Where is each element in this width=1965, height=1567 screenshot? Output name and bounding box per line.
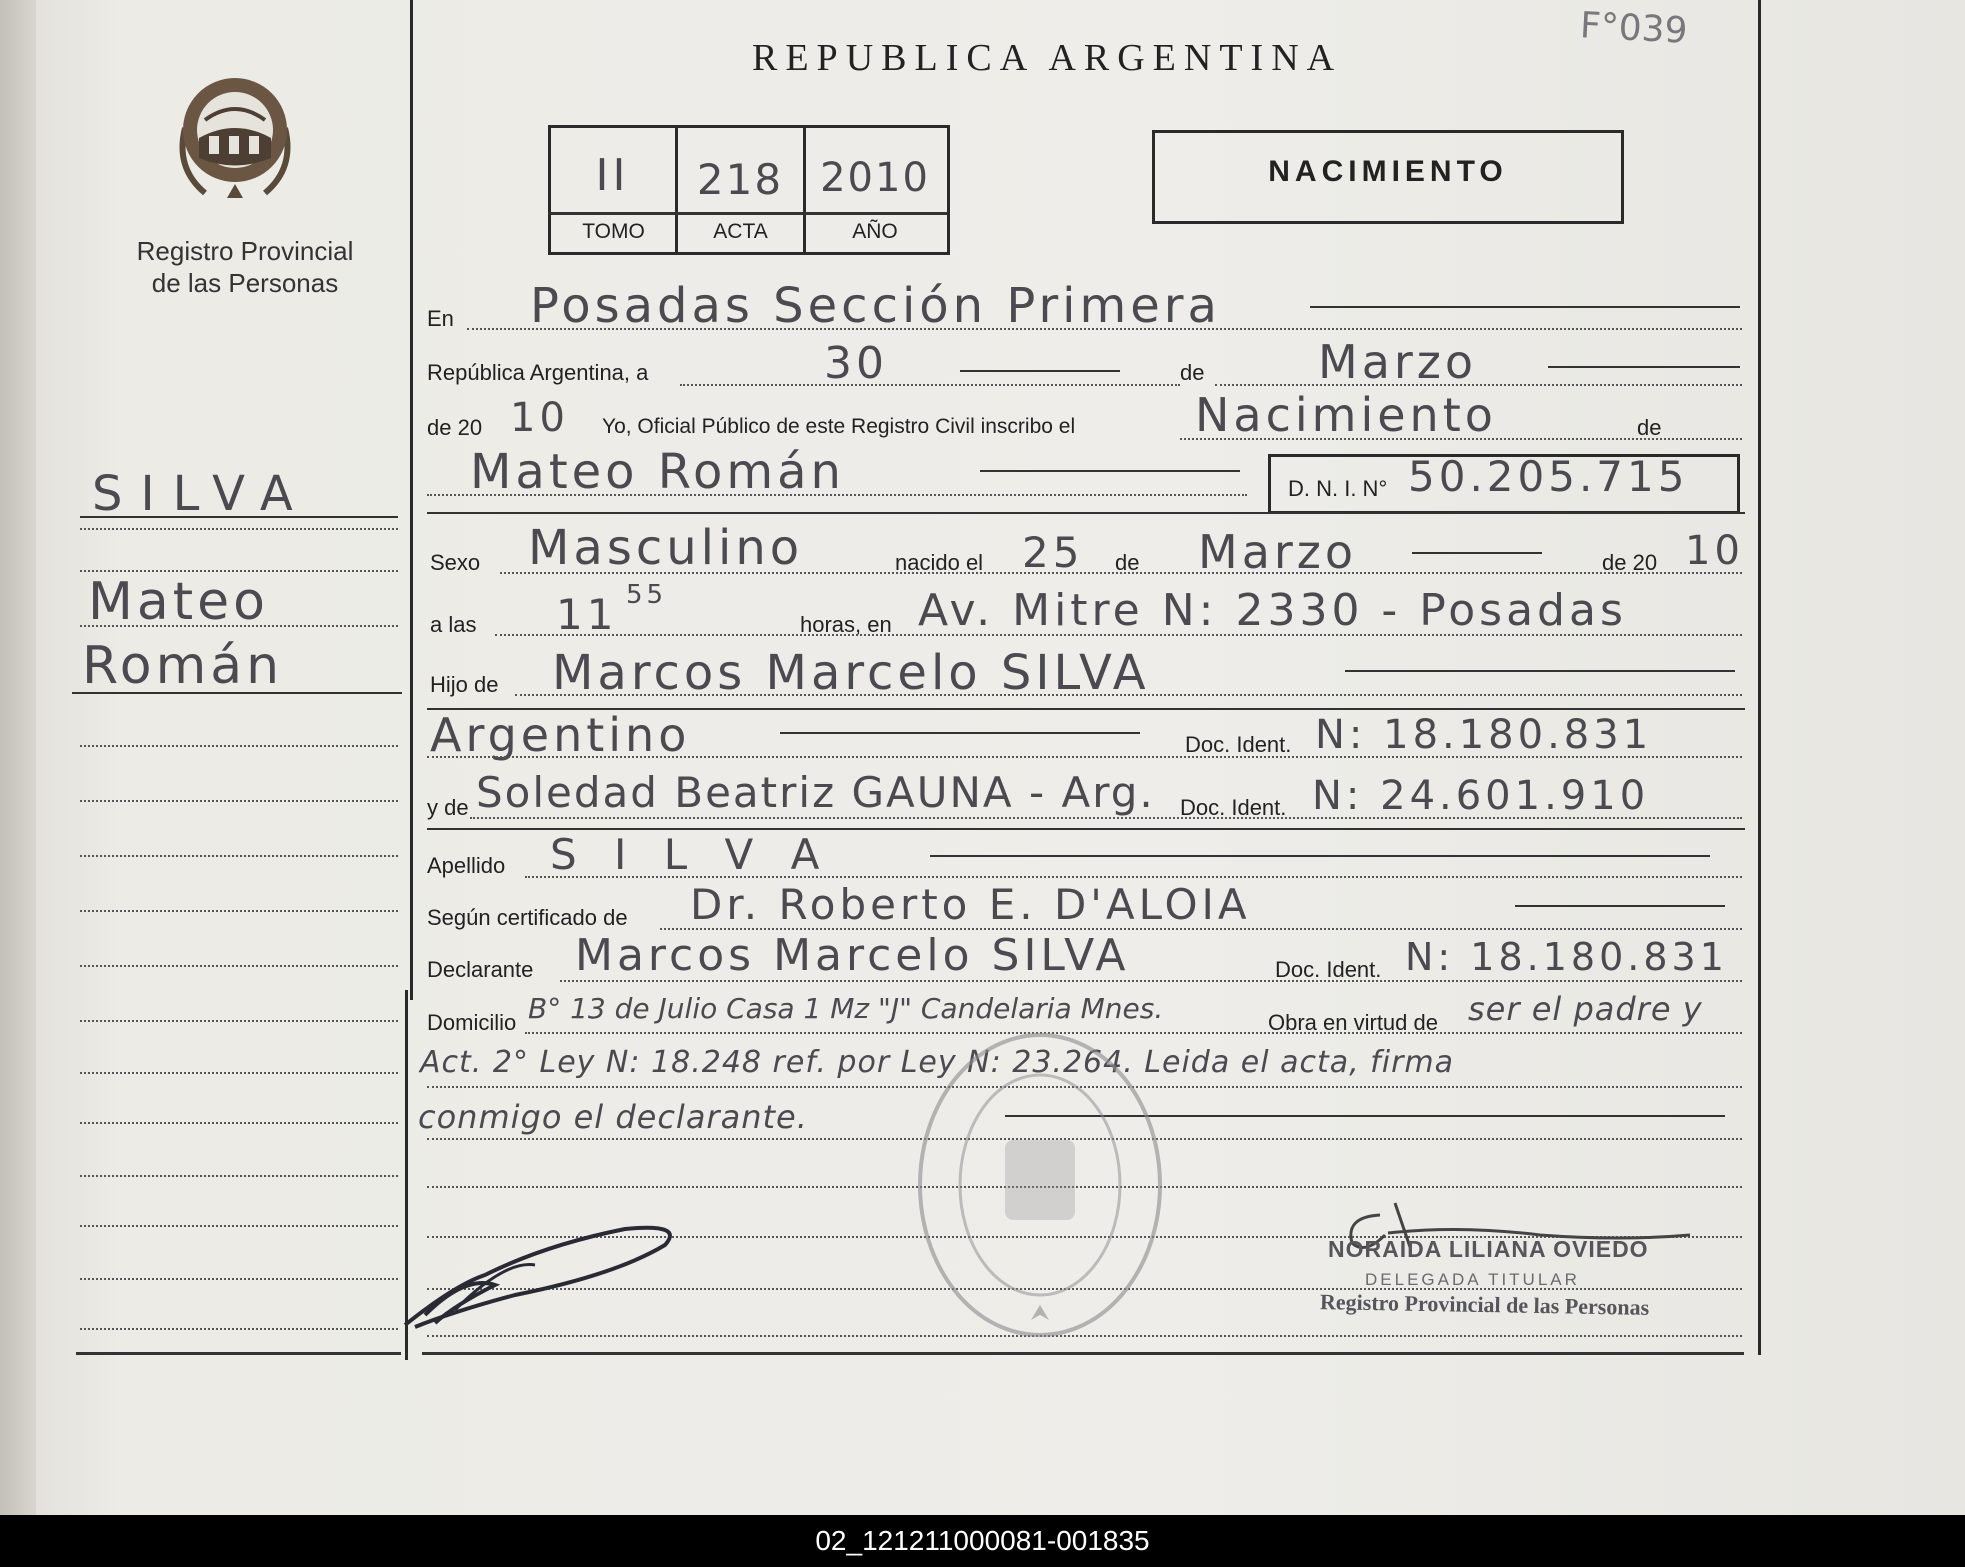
official-organization: Registro Provincial de las Personas (1319, 1289, 1650, 1320)
label-hours-in: horas, en (800, 612, 892, 637)
filler-line (1412, 552, 1542, 554)
value-father: Marcos Marcelo SILVA (552, 645, 1150, 701)
right-frame-border (1758, 0, 1761, 1355)
label-born-on: nacido el (895, 550, 984, 575)
margin-rule (80, 800, 398, 802)
margin-surname-underline (80, 516, 398, 518)
record-type-label: NACIMIENTO (1268, 155, 1508, 188)
margin-rule (80, 1020, 398, 1022)
acta-value: 218 (696, 155, 784, 204)
ano-value: 2010 (820, 155, 930, 201)
value-father-nationality: Argentino (430, 708, 691, 762)
label-doc-ident: Doc. Ident. (1185, 732, 1292, 757)
filler-line (960, 370, 1120, 372)
label-de-20-2: de 20 (1602, 550, 1658, 575)
value-place: Posadas Sección Primera (530, 278, 1221, 334)
value-birth-place: Av. Mitre N: 2330 - Posadas (918, 585, 1627, 636)
label-declarant: Declarante (427, 957, 534, 982)
value-mother: Soledad Beatriz GAUNA - Arg. (476, 768, 1155, 817)
registry-name-line2: de las Personas (151, 268, 339, 298)
filler-line (1548, 366, 1740, 368)
margin-rule (80, 528, 398, 530)
label-sex: Sexo (430, 550, 481, 575)
official-title: DELEGADA TITULAR (1365, 1270, 1580, 1289)
declarant-signature (395, 1215, 695, 1335)
margin-rule (80, 625, 398, 627)
label-republica: República Argentina, a (427, 360, 649, 385)
label-dni: D. N. I. N° (1288, 476, 1388, 501)
image-id-bar (0, 1515, 1965, 1567)
filler-line (780, 732, 1140, 734)
registry-name-line1: Registro Provincial (136, 236, 354, 266)
value-birth-day: 25 (1022, 528, 1084, 577)
margin-rule (80, 1225, 398, 1227)
filler-line (930, 855, 1710, 857)
label-and-of: y de (427, 795, 469, 820)
value-day: 30 (824, 338, 888, 389)
label-de-2: de (1637, 415, 1662, 440)
tomo-value: II (595, 150, 630, 201)
label-at: a las (430, 612, 477, 637)
value-law-reference: Act. 2° Ley N: 18.248 ref. por Ley N: 23.264. Leida el acta, firma (420, 1045, 1455, 1080)
record-box-label-divider (548, 212, 947, 215)
label-doc-ident-3: Doc. Ident. (1275, 957, 1382, 982)
page-binding (0, 0, 36, 1515)
value-physician: Dr. Roberto E. D'ALOIA (690, 880, 1251, 929)
official-name: NORAIDA LILIANA OVIEDO (1328, 1236, 1649, 1262)
margin-rule (80, 910, 398, 912)
margin-rule (80, 1122, 398, 1124)
filler-line (1515, 905, 1725, 907)
acta-label: ACTA (713, 220, 768, 243)
filler-line (980, 470, 1240, 472)
label-surname: Apellido (427, 853, 506, 878)
margin-name-underline (72, 692, 402, 694)
margin-given-name-1: Mateo (88, 572, 269, 632)
value-act-type: Nacimiento (1195, 388, 1497, 442)
section-rule (427, 512, 1745, 514)
country-title: REPUBLICA ARGENTINA (752, 37, 1343, 79)
rule-month (1215, 384, 1742, 386)
label-by-virtue: Obra en virtud de (1268, 1010, 1438, 1035)
label-de-20: de 20 (427, 415, 483, 440)
margin-rule (80, 570, 398, 572)
folio-number: F°039 (1579, 5, 1689, 52)
value-address: B° 13 de Julio Casa 1 Mz "J" Candelaria Mnes. (528, 992, 1164, 1025)
rule-mother (470, 817, 1742, 819)
margin-rule (80, 745, 398, 747)
margin-rule (80, 855, 398, 857)
value-birth-month: Marzo (1198, 525, 1358, 579)
label-yo-oficial: Yo, Oficial Público de este Registro Civil inscribo el (602, 415, 1076, 438)
rule-birth-place (495, 634, 1742, 636)
bottom-rule (422, 1352, 1744, 1355)
image-id: 02_121211000081-001835 (815, 1525, 1150, 1556)
margin-rule (80, 965, 398, 967)
label-doc-ident-2: Doc. Ident. (1180, 795, 1287, 820)
value-hour: 11 (556, 590, 618, 639)
value-birth-year: 10 (1685, 528, 1744, 574)
filler-line (1310, 306, 1740, 308)
value-closing-line: conmigo el declarante. (418, 1098, 808, 1136)
margin-rule (80, 1328, 398, 1330)
value-surname: S I L V A (550, 830, 832, 879)
value-year: 10 (510, 395, 569, 441)
label-de: de (1180, 360, 1205, 385)
rule-child-name (427, 494, 1247, 496)
margin-rule (80, 1175, 398, 1177)
rule-surname (525, 876, 1742, 878)
margin-rule (80, 1278, 398, 1280)
tomo-label: TOMO (582, 220, 645, 243)
record-box-divider-1 (675, 125, 678, 252)
label-child-of: Hijo de (430, 672, 499, 697)
province-logo (165, 58, 305, 208)
left-column-divider (410, 0, 413, 1000)
value-mother-doc: N: 24.601.910 (1312, 773, 1650, 819)
ano-label: AÑO (852, 220, 898, 243)
margin-rule (80, 1072, 398, 1074)
value-father-doc: N: 18.180.831 (1315, 712, 1653, 758)
value-child-name: Mateo Román (470, 444, 845, 500)
rule-declarant (560, 980, 1742, 982)
label-address: Domicilio (427, 1010, 517, 1035)
label-certificate: Según certificado de (427, 905, 628, 930)
margin-surname: SILVA (92, 466, 311, 522)
margin-given-name-2: Román (82, 636, 284, 696)
value-declarant-doc: N: 18.180.831 (1405, 935, 1728, 979)
filler-line (1345, 670, 1735, 672)
label-de-3: de (1115, 550, 1140, 575)
value-by-virtue: ser el padre y (1468, 990, 1703, 1028)
rule-date (680, 384, 1180, 386)
label-en: En (427, 306, 454, 331)
value-month: Marzo (1318, 335, 1478, 389)
value-sex: Masculino (528, 520, 804, 576)
value-declarant: Marcos Marcelo SILVA (575, 930, 1130, 981)
value-minutes: 55 (626, 580, 668, 610)
rule-father (515, 694, 1742, 696)
official-round-stamp (905, 1020, 1175, 1350)
value-dni: 50.205.715 (1408, 452, 1689, 501)
margin-bottom-rule (76, 1352, 401, 1355)
